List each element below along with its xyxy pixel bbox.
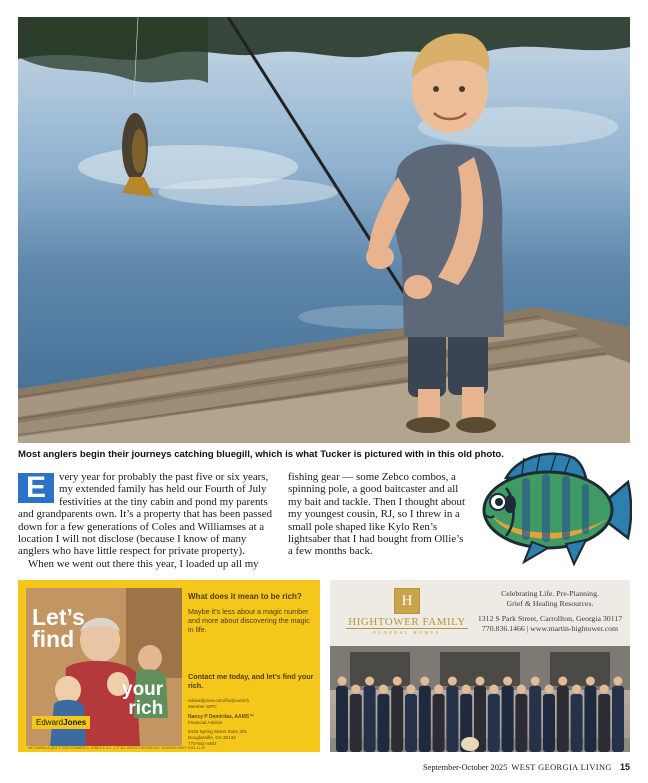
staff-person xyxy=(391,677,403,753)
ej-contact xyxy=(188,698,316,747)
ej-body: Maybe it’s less about a magic number and more about discovering the magic in life. xyxy=(188,607,310,634)
hightower-logo xyxy=(346,588,468,635)
ej-url[interactable]: edwardjones.com/findyourrich xyxy=(188,698,250,703)
paragraph-1-text: very year for probably the past five or six years, my extended family has held our Fourth of July festivities at the tiny cabin and pond my parents and grandparents own. It’s a property that has been passed down for a few generations of Coles and Williamses at a location I will not disclose (because I know of many anglers who have little respect for private property). xyxy=(18,471,273,558)
hightower-name: HIGHTOWER FAMILY xyxy=(348,616,466,628)
photo-illustration xyxy=(18,17,630,443)
ej-cta: Contact me today, and let’s find your rich. xyxy=(188,672,314,690)
ej-heading: What does it mean to be rich? xyxy=(188,592,302,601)
staff-person xyxy=(364,677,376,753)
ej-address-1: 6446 Spring Street Suite 201 xyxy=(188,729,247,735)
staff-person xyxy=(515,685,527,753)
staff-person xyxy=(446,677,458,753)
hightower-monogram: H xyxy=(394,588,420,614)
drop-cap: E xyxy=(18,473,54,503)
ej-lets: Let’s xyxy=(32,604,85,630)
ej-fine-print: MKT-5894O-A-AD2 © 2024 EDWARD D. JONES & CO., L.P. ALL RIGHTS RESERVED. 26189910 DMFY 2024-11-09 xyxy=(28,746,205,750)
article-paragraph-1 xyxy=(18,471,274,558)
staff-person xyxy=(612,677,624,753)
ej-find: find xyxy=(32,626,75,652)
ht-address: 1312 S Park Street, Carrollton, Georgia 30117 xyxy=(477,614,623,623)
staff-person xyxy=(529,677,541,753)
ej-advisor-title: Financial Advisor xyxy=(188,720,223,726)
staff-person xyxy=(488,685,500,753)
magazine-name: WEST GEORGIA LIVING xyxy=(511,763,612,772)
page-footer xyxy=(423,762,630,772)
staff-person xyxy=(350,685,362,753)
article-paragraph-2: When we went out there this year, I loaded up all my xyxy=(28,557,259,570)
ej-headline-lets-find xyxy=(32,606,85,650)
ej-copy xyxy=(188,592,316,747)
ej-phone: 770-942-4462 xyxy=(188,740,217,746)
staff-person xyxy=(336,677,348,753)
issue-date: September-October 2025 xyxy=(423,763,508,772)
photo-caption: Most anglers begin their journeys catching bluegill, which is what Tucker is pictured with in this old photo. xyxy=(18,449,504,460)
article-column-1 xyxy=(18,471,274,570)
hightower-ad[interactable] xyxy=(330,580,630,752)
staff-person xyxy=(502,677,514,753)
ej-advisor-name: Nancy P Demiritas, AAMS™ xyxy=(188,713,255,720)
edward-jones-logo xyxy=(32,716,90,729)
ht-line-1: Celebrating Life. Pre-Planning. xyxy=(501,589,599,598)
ej-your: your xyxy=(122,679,164,700)
hightower-subtitle: FUNERAL HOMES xyxy=(346,628,468,635)
ej-member: Member SIPC xyxy=(188,703,217,709)
dog xyxy=(461,737,479,751)
ej-headline-your-rich xyxy=(122,680,163,718)
staff-person xyxy=(405,685,417,753)
ej-address-2: Douglasville, GA 30134 xyxy=(188,734,236,740)
ej-logo-word-1: Edward xyxy=(36,718,64,727)
bluegill-illustration xyxy=(462,444,632,576)
staff-person xyxy=(419,677,431,753)
staff-person xyxy=(598,685,610,753)
ej-family-photo xyxy=(26,588,182,746)
ht-contact[interactable]: 770.836.1466 | www.martin-hightower.com xyxy=(481,624,619,633)
ej-rich: rich xyxy=(128,698,164,719)
ej-logo-word-2: Jones xyxy=(63,718,87,727)
staff-person xyxy=(571,685,583,753)
hightower-info xyxy=(472,589,628,634)
staff-group-illustration xyxy=(330,646,630,752)
staff-person xyxy=(557,677,569,753)
staff-person xyxy=(433,685,445,753)
hightower-staff-photo xyxy=(330,646,630,752)
feature-photo xyxy=(18,17,630,443)
edward-jones-ad[interactable] xyxy=(18,580,320,752)
article-column-2: fishing gear — some Zebco combos, a spinning pole, a good baitcaster and all my bait and tackle. Then I thought about my youngest cousin, RJ, so I threw in a small pole shaped like Kylo Ren’s lightsaber that I had bought from Ollie’s a few months back. xyxy=(288,471,466,558)
page-number: 15 xyxy=(619,762,630,772)
staff-person xyxy=(543,685,555,753)
ht-line-2: Grief & Healing Resources. xyxy=(506,599,594,608)
staff-person xyxy=(584,677,596,753)
staff-person xyxy=(377,685,389,753)
